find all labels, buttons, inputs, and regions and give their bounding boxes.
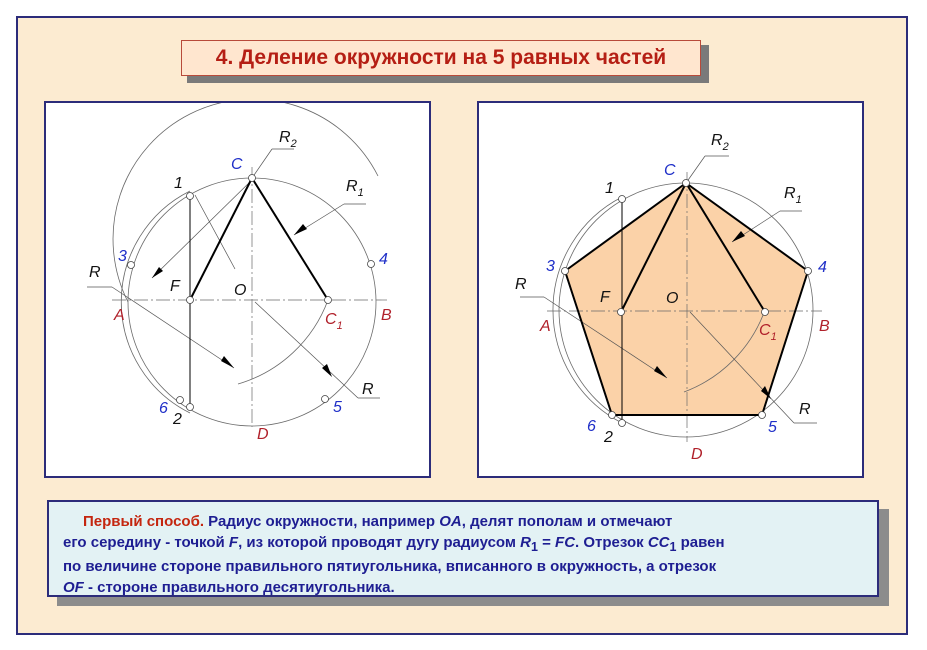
label-D: D — [257, 426, 269, 443]
label-2-right: 2 — [604, 429, 613, 446]
label-C1: $C_1$ — [325, 311, 343, 332]
label-R1: $R_1$ — [346, 178, 364, 199]
point-6 — [177, 397, 184, 404]
label-F: F — [170, 278, 180, 295]
label-O: O — [234, 282, 247, 299]
label-6: 6 — [159, 400, 168, 417]
arrowhead-left — [221, 356, 234, 368]
point-C — [249, 175, 256, 182]
description-line-4: OF - стороне правильного десятиугольника. — [63, 578, 395, 596]
arc-r1 — [238, 300, 328, 384]
point-C-right — [683, 180, 690, 187]
point-3 — [128, 262, 135, 269]
label-3-right: 3 — [546, 258, 555, 275]
label-R2-right: $R_2$ — [711, 132, 729, 153]
label-R1-right: $R_1$ — [784, 185, 802, 206]
point-5-right — [759, 412, 766, 419]
description-box — [47, 500, 879, 597]
arc-radius-r — [113, 103, 378, 302]
label-5: 5 — [333, 399, 342, 416]
label-3: 3 — [118, 248, 127, 265]
label-4: 4 — [379, 251, 388, 268]
point-2 — [187, 404, 194, 411]
label-B: B — [381, 307, 392, 324]
arrowhead-r1 — [294, 224, 307, 235]
leader-r2-right — [686, 156, 705, 183]
description-line-1: Первый способ. Радиус окружности, например OA, делят пополам и отмечают — [83, 513, 673, 530]
label-D-right: D — [691, 446, 703, 463]
label-6-right: 6 — [587, 418, 596, 435]
pentagon-diagram-right — [479, 103, 866, 480]
label-4-right: 4 — [818, 259, 827, 276]
label-A-right: A — [540, 318, 551, 335]
label-B-right: B — [819, 318, 830, 335]
construction-panel-left — [44, 101, 431, 478]
description-line-2: его середину - точкой F, из которой проводят дугу радиусом $R_1$ = FC. Отрезок $CC_1$ равен — [63, 533, 725, 554]
point-4 — [368, 261, 375, 268]
label-R2: $R_2$ — [279, 129, 297, 150]
point-C1 — [325, 297, 332, 304]
point-1-right — [619, 196, 626, 203]
leader-1 — [195, 195, 235, 269]
construction-diagram-left — [46, 103, 433, 480]
label-1-right: 1 — [605, 180, 614, 197]
label-2: 2 — [173, 411, 182, 428]
leader-r-right — [255, 302, 358, 398]
label-O-right: O — [666, 290, 679, 307]
label-C1-right: $C_1$ — [759, 322, 777, 343]
point-F — [187, 297, 194, 304]
point-1 — [187, 193, 194, 200]
point-3-right — [562, 268, 569, 275]
label-C-right: C — [664, 162, 676, 179]
point-6-right — [609, 412, 616, 419]
point-C1-right — [762, 309, 769, 316]
point-2-right — [619, 420, 626, 427]
page-title: 4. Деление окружности на 5 равных частей — [215, 46, 667, 69]
construction-panel-right — [477, 101, 864, 478]
label-1: 1 — [174, 175, 183, 192]
leader-r2 — [252, 149, 272, 178]
title-box — [181, 40, 701, 76]
label-R-left-right: R — [515, 276, 527, 293]
leader-r-upper — [152, 178, 254, 278]
label-R-right: R — [362, 381, 374, 398]
label-A: A — [114, 307, 125, 324]
method-lead: Первый способ. — [83, 513, 205, 530]
point-F-right — [618, 309, 625, 316]
point-4-right — [805, 268, 812, 275]
point-5 — [322, 396, 329, 403]
label-5-right: 5 — [768, 419, 777, 436]
label-R-right-right: R — [799, 401, 811, 418]
label-R-left: R — [89, 264, 101, 281]
label-C: C — [231, 156, 243, 173]
label-F-right: F — [600, 289, 610, 306]
description-line-3: по величине стороне правильного пятиугольника, вписанного в окружность, а отрезок — [63, 558, 717, 575]
